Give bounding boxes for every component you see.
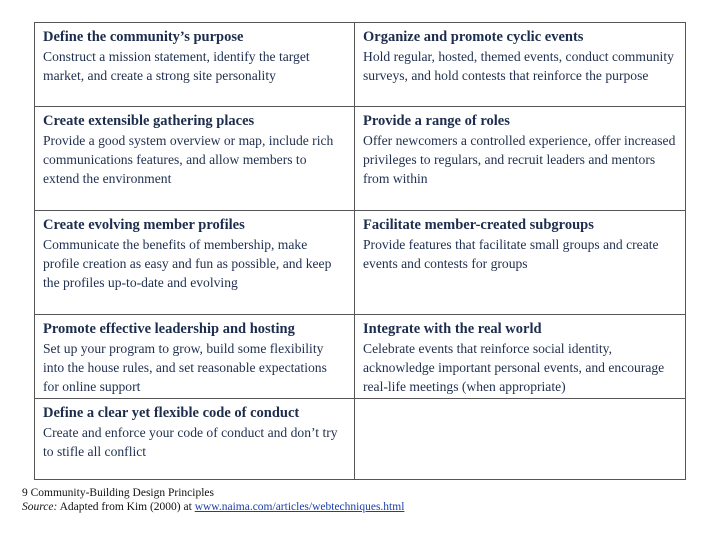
principle-description: Celebrate events that reinforce social identity, acknowledge important personal events, and encourage real-life meetings (when appropriate)	[363, 341, 665, 394]
principle-title: Organize and promote cyclic events	[363, 29, 584, 45]
source-link[interactable]: www.naima.com/articles/webtechniques.html	[194, 501, 405, 513]
principle-description: Create and enforce your code of conduct and don’t try to stifle all conflict	[43, 425, 338, 459]
principle-cell	[35, 23, 355, 107]
principle-description: Set up your program to grow, build some flexibility into the house rules, and set reasonable expectations for online support	[43, 341, 327, 394]
principle-cell	[355, 23, 685, 107]
figure-caption	[22, 486, 404, 514]
principle-title: Provide a range of roles	[363, 113, 510, 129]
principle-title: Facilitate member-created subgroups	[363, 217, 594, 233]
principle-cell	[355, 211, 685, 315]
principle-description: Communicate the benefits of membership, make profile creation as easy and fun as possible, and keep the profiles up-to-date and evolving	[43, 237, 332, 290]
principle-cell	[355, 315, 685, 399]
principle-cell	[35, 211, 355, 315]
principle-title: Create evolving member profiles	[43, 217, 245, 233]
principle-description: Construct a mission statement, identify the target market, and create a strong site personality	[43, 49, 310, 83]
principle-description: Provide a good system overview or map, include rich communications features, and allow members to extend the environment	[43, 133, 334, 186]
principle-cell	[35, 107, 355, 211]
source-label: Source:	[22, 501, 58, 513]
principle-title: Promote effective leadership and hosting	[43, 321, 295, 337]
principle-title: Define the community’s purpose	[43, 29, 244, 45]
principle-description: Provide features that facilitate small groups and create events and contests for groups	[363, 237, 659, 271]
caption-title: 9 Community-Building Design Principles	[22, 487, 214, 499]
principle-cell	[35, 399, 355, 479]
principle-cell	[355, 107, 685, 211]
source-text: Adapted from Kim (2000) at	[57, 501, 195, 513]
principle-description: Offer newcomers a controlled experience, offer increased privileges to regulars, and recruit leaders and mentors from within	[363, 133, 676, 186]
principles-table	[34, 22, 686, 480]
principle-title: Create extensible gathering places	[43, 113, 255, 129]
principle-title: Define a clear yet flexible code of conduct	[43, 405, 300, 421]
principle-cell	[35, 315, 355, 399]
principle-description: Hold regular, hosted, themed events, conduct community surveys, and hold contests that reinforce the purpose	[363, 49, 674, 83]
principle-title: Integrate with the real world	[363, 321, 542, 337]
empty-cell	[355, 399, 685, 479]
caption-source	[22, 500, 404, 514]
